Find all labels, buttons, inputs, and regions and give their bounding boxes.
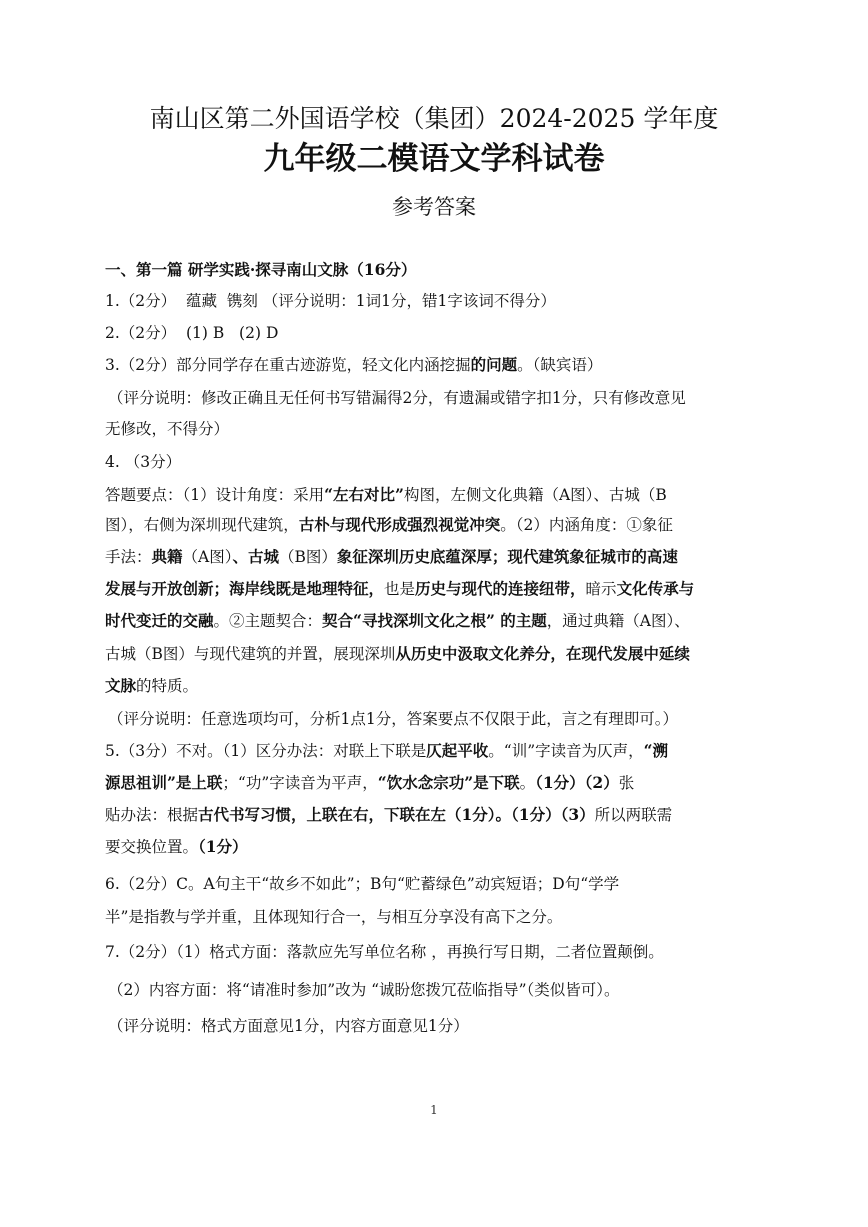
q4-line4-text: 也是 bbox=[384, 580, 416, 598]
q4-line6 bbox=[105, 643, 690, 665]
q4-line1-emphasis: “左右对比” bbox=[324, 485, 404, 504]
q5-line1 bbox=[105, 740, 668, 762]
q4-line3-text: 手法： bbox=[105, 548, 152, 566]
q5-line1-emphasis-2: “溯 bbox=[643, 741, 669, 760]
q4-line3-emphasis-2: 、古城 bbox=[232, 547, 279, 566]
q4-line5-emphasis-1: 时代变迁的交融 bbox=[105, 611, 214, 630]
q3-text: 3.（2分）部分同学存在重古迹游览，轻文化内涵挖掘 bbox=[105, 356, 471, 374]
answer-q6-line2: 半”是指教与学并重，且体现知行合一，与相互分享没有高下之分。 bbox=[105, 908, 563, 926]
q4-line1-text: 答题要点：（1）设计角度：采用 bbox=[105, 486, 325, 504]
page-number: 1 bbox=[430, 1103, 438, 1117]
q5-line2-emphasis-3: （1分）（2） bbox=[535, 773, 619, 792]
q5-line2-emphasis-1: 源思祖训”是上联 bbox=[105, 773, 223, 792]
q4-line1 bbox=[105, 484, 667, 506]
q4-line5 bbox=[105, 610, 690, 632]
q4-line4-emphasis-1: 发展与开放创新；海岸线既是地理特征， bbox=[105, 579, 385, 598]
answer-key-subtitle: 参考答案 bbox=[392, 195, 476, 219]
q3-emphasis: 的问题 bbox=[470, 355, 518, 374]
q5-line1-text: 5.（3分）不对。（1）区分办法：对联上下联是 bbox=[105, 742, 427, 760]
q4-line7-text: 的特质。 bbox=[136, 677, 199, 695]
section-heading: 一、第一篇 研学实践·探寻南山文脉（16分） bbox=[105, 260, 417, 279]
answer-q3 bbox=[105, 354, 602, 376]
q4-line3 bbox=[105, 546, 678, 568]
q4-line2-text: 图），右侧为深圳现代建筑， bbox=[105, 516, 299, 534]
answer-q1: 1.（2分） 蕴藏 镌刻 （评分说明：1词1分，错1字该词不得分） bbox=[105, 292, 556, 310]
q4-line5-text-2: ，通过典籍（A图）、 bbox=[546, 612, 690, 630]
q4-line4 bbox=[105, 578, 694, 600]
q4-line2-emphasis: 古朴与现代形成强烈视觉冲突 bbox=[298, 515, 501, 534]
q5-line2-text-3: 张 bbox=[618, 774, 635, 792]
q4-line3-emphasis-1: 典籍 bbox=[151, 547, 183, 566]
q4-line5-emphasis-2: 契合“寻找深圳文化之根” 的主题 bbox=[322, 611, 547, 630]
q4-line3-emphasis-3: 象征深圳历史底蕴深厚；现代建筑象征城市的高速 bbox=[336, 547, 678, 566]
answer-q6-line1: 6.（2分）C。A句主干“故乡不如此”；B句“贮蓄绿色”动宾短语；D句“学学 bbox=[105, 875, 620, 893]
q5-line2-text-2: 。 bbox=[519, 774, 536, 792]
q3-scoring-note-line1: （评分说明：修改正确且无任何书写错漏得2分，有遗漏或错字扣1分，只有修改意见 bbox=[108, 389, 686, 407]
q4-scoring-note: （评分说明：任意选项均可，分析1点1分，答案要点不仅限于此，言之有理即可。） bbox=[108, 710, 678, 728]
q4-line4-emphasis-2: 历史与现代的连接纽带， bbox=[415, 579, 586, 598]
q5-line3 bbox=[105, 804, 672, 826]
q5-line1-emphasis: 仄起平收 bbox=[426, 741, 489, 760]
q3-tail: 。（缺宾语） bbox=[517, 356, 603, 374]
answer-q4-head: 4. （3分） bbox=[105, 453, 182, 471]
exam-title: 九年级二模语文学科试卷 bbox=[263, 141, 605, 177]
q4-line6-text: 古城（B图）与现代建筑的并置，展现深圳 bbox=[105, 645, 396, 663]
q7-scoring-note: （评分说明：格式方面意见1分，内容方面意见1分） bbox=[108, 1017, 469, 1035]
q4-line7-emphasis: 文脉 bbox=[105, 676, 137, 695]
answer-q2: 2.（2分） (1) B (2) D bbox=[105, 324, 279, 342]
q5-line3-text-2: 所以两联需 bbox=[594, 806, 673, 824]
q4-line4-emphasis-3: 文化传承与 bbox=[616, 579, 695, 598]
answer-q7-line1: 7.（2分）（1）格式方面：落款应先写单位名称 ，再换行写日期，二者位置颠倒。 bbox=[105, 943, 664, 961]
q5-line2-text: ；“功”字读音为平声， bbox=[222, 774, 378, 792]
q4-line6-emphasis: 从历史中汲取文化养分，在现代发展中延续 bbox=[395, 644, 690, 663]
q4-line1-tail: 构图，左侧文化典籍（A图）、古城（B bbox=[403, 486, 667, 504]
q4-line3-text-3: （B图） bbox=[279, 548, 337, 566]
q5-line2 bbox=[105, 772, 634, 794]
q5-line2-emphasis-2: “饮水念宗功”是下联 bbox=[377, 773, 520, 792]
q5-line3-text: 贴办法：根据 bbox=[105, 806, 199, 824]
q4-line4-text-2: 暗示 bbox=[585, 580, 617, 598]
q4-line5-text: 。②主题契合： bbox=[213, 612, 323, 630]
q4-line2 bbox=[105, 514, 673, 536]
q5-line4-emphasis: （1分） bbox=[198, 837, 248, 856]
q5-line4-text: 要交换位置。 bbox=[105, 838, 199, 856]
answer-q7-line2: （2）内容方面：将“请准时参加”改为 “诚盼您拨冗莅临指导”（类似皆可）。 bbox=[108, 981, 620, 999]
q5-line1-text-2: 。“训”字读音为仄声， bbox=[488, 742, 644, 760]
q4-line7 bbox=[105, 675, 198, 697]
q3-scoring-note-line2: 无修改，不得分） bbox=[105, 420, 230, 438]
q4-line3-text-2: （A图） bbox=[182, 548, 233, 566]
q5-line3-emphasis: 古代书写习惯，上联在右，下联在左（1分）。（1分）（3） bbox=[198, 805, 595, 824]
q5-line4 bbox=[105, 836, 248, 858]
school-year-title: 南山区第二外国语学校（集团）2024-2025 学年度 bbox=[149, 104, 719, 133]
q4-line2-tail: 。（2）内涵角度：①象征 bbox=[500, 516, 673, 534]
